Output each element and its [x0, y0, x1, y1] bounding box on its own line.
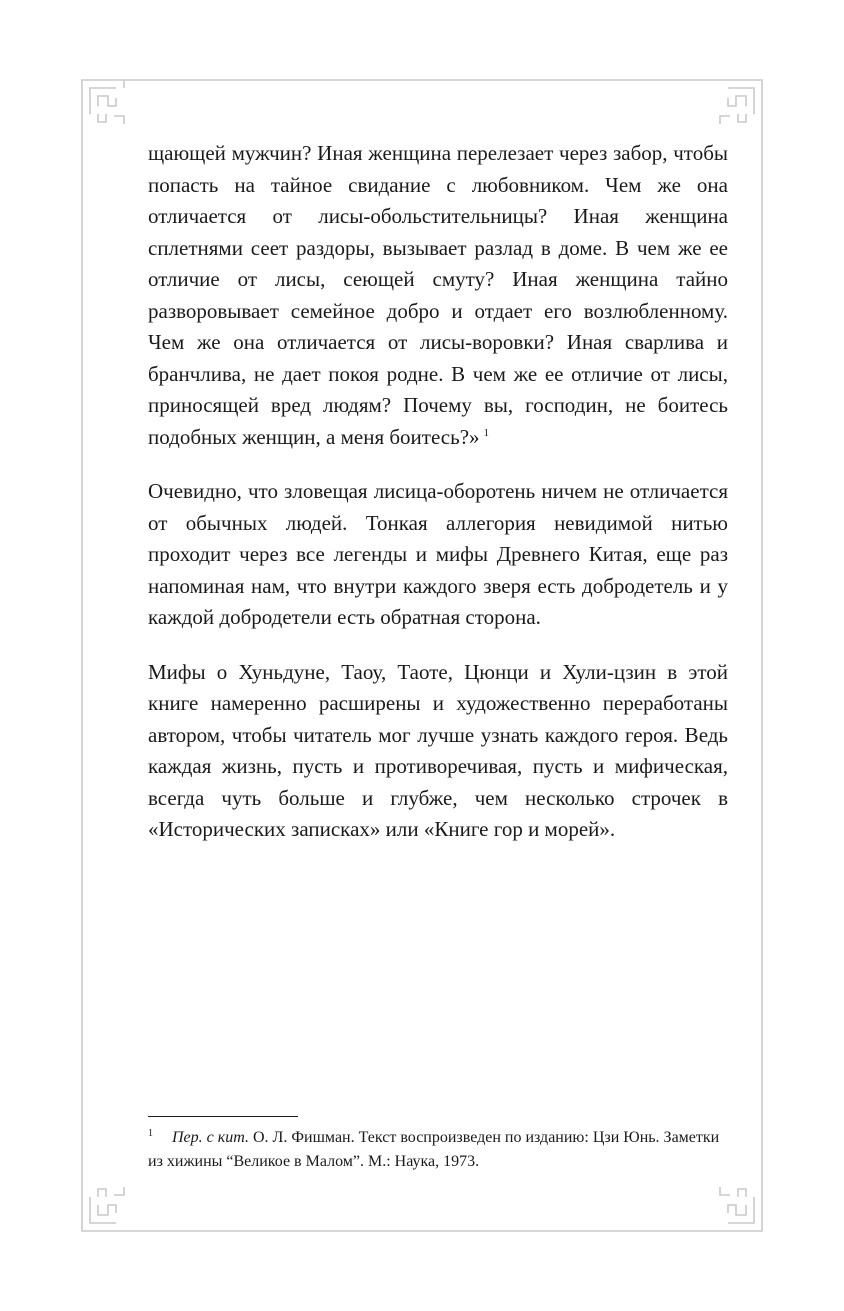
- footnote-reference: 1: [483, 426, 490, 439]
- footnote: [148, 1126, 738, 1174]
- footnote-translation-credit: Пер. с кит.: [172, 1129, 249, 1146]
- main-text: [148, 138, 728, 846]
- corner-ornament-top-right-icon: [720, 80, 762, 124]
- footnote-number: 1: [148, 1128, 153, 1139]
- paragraph-1: [148, 138, 728, 453]
- footnote-divider: [148, 1116, 298, 1117]
- corner-ornament-bottom-left-icon: [82, 1187, 124, 1231]
- corner-ornament-bottom-right-icon: [720, 1187, 762, 1231]
- paragraph-1-text: щающей мужчин? Иная женщина перелезает через забор, чтобы попасть на тайное свидание с любовником. Чем же она отличается от лисы-обольстительницы? Иная женщина сплетнями сеет раздоры, вызывает разлад в доме. В чем же ее отличие от лисы, сеющей смуту? Иная женщина тайно разворовывает семейное добро и отдает его возлюбленному. Чем же она отличается от лисы-воровки? Иная сварлива и бранчлива, не дает покоя родне. В чем же ее отличие от лисы, приносящей вред людям? Почему вы, господин, не боитесь подобных женщин, а меня боитесь?»: [148, 141, 728, 449]
- paragraph-3: Мифы о Хуньдуне, Таоу, Таоте, Цюнци и Хули-цзин в этой книге намеренно расширены и художественно переработаны автором, чтобы читатель мог лучше узнать каждого героя. Ведь каждая жизнь, пусть и противоречивая, пусть и мифическая, всегда чуть больше и глубже, чем несколько строчек в «Исторических записках» или «Книге гор и морей».: [148, 659, 728, 841]
- corner-ornament-top-left-icon: [82, 80, 124, 124]
- footnote-text: О. Л. Фишман. Текст воспроизведен по изданию: Цзи Юнь. Заметки из хижины “Великое в Малом”. М.: Наука, 1973.: [148, 1129, 720, 1170]
- paragraph-2: Очевидно, что зловещая лисица-оборотень ничем не отличается от обычных людей. Тонкая аллегория невидимой нитью проходит через все легенды и мифы Древнего Китая, еще раз напоминая нам, что внутри каждого зверя есть добродетель и у каждой добродетели есть обратная сторона.: [148, 479, 728, 629]
